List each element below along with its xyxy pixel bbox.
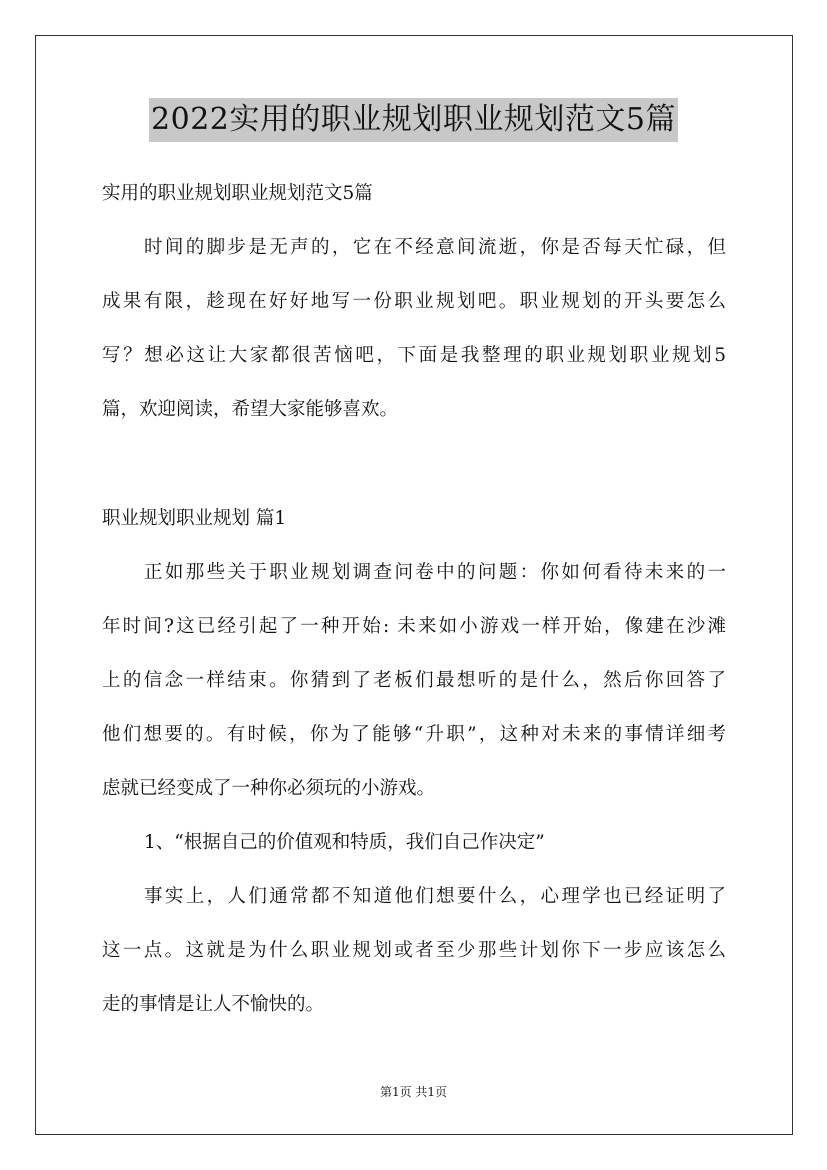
point-1-line-1: 事实上，人们通常都不知道他们想要什么，心理学也已经证明了 bbox=[144, 886, 726, 907]
point-1-line-3: 走的事情是让人不愉快的。 bbox=[102, 994, 325, 1015]
title-container bbox=[0, 98, 827, 142]
intro-line-4: 篇，欢迎阅读，希望大家能够喜欢。 bbox=[102, 399, 399, 420]
intro-line-2: 成果有限，趁现在好好地写一份职业规划吧。职业规划的开头要怎么 bbox=[102, 291, 726, 312]
section-line-1: 正如那些关于职业规划调查问卷中的问题：你如何看待未来的一 bbox=[144, 562, 726, 583]
section-line-3: 上的信念一样结束。你猜到了老板们最想听的是什么，然后你回答了 bbox=[102, 670, 726, 691]
page-footer: 第1页 共1页 bbox=[379, 1085, 448, 1099]
point-1-heading: 1、“根据自己的价值观和特质，我们自己作决定” bbox=[144, 832, 545, 853]
section-line-2: 年时间?这已经引起了一种开始: 未来如小游戏一样开始，像建在沙滩 bbox=[102, 616, 726, 637]
section-line-4: 他们想要的。有时候，你为了能够“升职”，这种对未来的事情详细考 bbox=[102, 724, 726, 745]
intro-line-1: 时间的脚步是无声的，它在不经意间流逝，你是否每天忙碌，但 bbox=[144, 237, 726, 258]
section-heading: 职业规划职业规划 篇1 bbox=[102, 508, 287, 529]
intro-line-3: 写？想必这让大家都很苦恼吧，下面是我整理的职业规划职业规划5 bbox=[102, 345, 726, 366]
document-subtitle: 实用的职业规划职业规划范文5篇 bbox=[102, 183, 373, 204]
section-line-5: 虑就已经变成了一种你必须玩的小游戏。 bbox=[102, 778, 436, 799]
document-title: 2022实用的职业规划职业规划范文5篇 bbox=[149, 98, 678, 142]
point-1-line-2: 这一点。这就是为什么职业规划或者至少那些计划你下一步应该怎么 bbox=[102, 940, 726, 961]
